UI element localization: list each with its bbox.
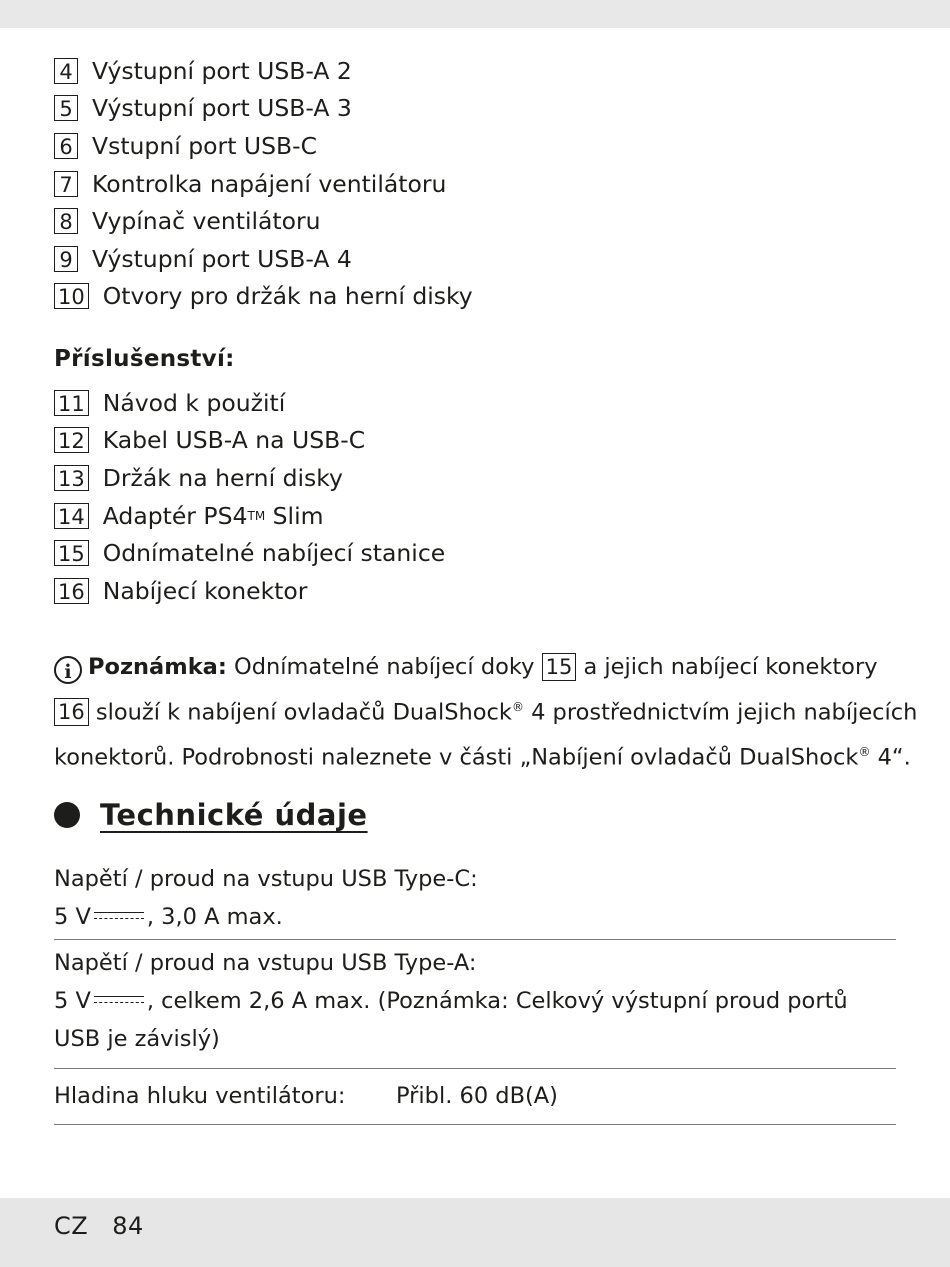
current-value: , celkem 2,6 A max. (Poznámka: Celkový výstupní proud portů <box>146 988 848 1014</box>
item-label: Výstupní port USB-A 3 <box>92 94 352 123</box>
item-number: 8 <box>54 208 78 234</box>
reference-number: 16 <box>54 698 89 726</box>
spec-value <box>54 898 896 936</box>
list-item <box>54 240 473 278</box>
spec-row <box>54 1069 896 1125</box>
item-number: 15 <box>54 540 89 566</box>
item-number: 13 <box>54 465 89 491</box>
accessories-list <box>54 384 445 610</box>
note-line-2 <box>54 688 918 733</box>
item-number: 11 <box>54 390 89 416</box>
item-label: Vstupní port USB-C <box>92 131 318 160</box>
dc-symbol-icon <box>94 909 144 923</box>
item-label: Návod k použití <box>102 388 286 417</box>
list-item <box>54 52 473 90</box>
parts-list <box>54 52 473 315</box>
current-value: , 3,0 A max. <box>146 904 283 930</box>
item-number: 10 <box>54 283 89 309</box>
registered-sup: ® <box>511 699 524 714</box>
note-text: slouží k nabíjení ovladačů DualShock <box>88 699 512 725</box>
spec-value <box>54 982 896 1020</box>
note-paragraph <box>54 648 918 778</box>
item-number: 4 <box>54 58 78 84</box>
note-line-1 <box>54 648 904 688</box>
item-number: 7 <box>54 171 78 197</box>
info-icon: i <box>54 656 82 684</box>
reference-number: 15 <box>542 653 577 681</box>
voltage-value: 5 V <box>54 904 91 930</box>
item-label: Nabíjecí konektor <box>102 576 308 605</box>
voltage-value: 5 V <box>54 988 91 1014</box>
item-label: Výstupní port USB-A 2 <box>92 56 352 85</box>
item-number: 16 <box>54 578 89 604</box>
list-item <box>54 459 445 497</box>
spec-label: Hladina hluku ventilátoru: <box>54 1083 346 1109</box>
item-number: 5 <box>54 95 78 121</box>
page-number: 84 <box>112 1212 144 1240</box>
item-label-suffix: Slim <box>265 501 324 530</box>
registered-sup: ® <box>858 744 871 759</box>
list-item <box>54 165 473 203</box>
note-text: 4 prostřednictvím jejich nabíjecích <box>523 699 918 725</box>
note-text: a jejich nabíjecí konektory <box>576 654 878 680</box>
list-item <box>54 90 473 128</box>
dc-symbol-icon <box>94 993 144 1007</box>
list-item <box>54 127 473 165</box>
spec-label: Napětí / proud na vstupu USB Type-C: <box>54 866 478 892</box>
item-number: 6 <box>54 133 78 159</box>
spec-value-continued: USB je závislý) <box>54 1026 220 1052</box>
language-code: CZ <box>54 1212 89 1240</box>
bullet-icon <box>54 802 80 828</box>
page-footer <box>54 1212 144 1240</box>
list-item <box>54 384 445 422</box>
list-item <box>54 572 445 610</box>
accessories-heading: Příslušenství: <box>54 346 235 372</box>
spec-row <box>54 940 896 1069</box>
item-label: Vypínač ventilátoru <box>92 207 321 236</box>
list-item <box>54 497 445 535</box>
note-text: Odnímatelné nabíjecí doky <box>226 654 542 680</box>
list-item <box>54 278 473 316</box>
note-label: Poznámka: <box>88 654 227 680</box>
item-number: 12 <box>54 427 89 453</box>
top-band <box>0 0 950 28</box>
list-item <box>54 534 445 572</box>
note-text: konektorů. Podrobnosti naleznete v části „Nabíjení ovladačů DualShock <box>54 744 859 770</box>
note-line-3 <box>54 733 911 778</box>
section-title-text: Technické údaje <box>100 798 368 832</box>
item-number: 9 <box>54 246 78 272</box>
item-number: 14 <box>54 503 89 529</box>
list-item <box>54 202 473 240</box>
note-text: 4“. <box>870 744 911 770</box>
spec-table <box>54 858 896 1125</box>
item-label: Otvory pro držák na herní disky <box>102 282 473 311</box>
item-label: Odnímatelné nabíjecí stanice <box>102 539 446 568</box>
trademark-sup: TM <box>247 508 266 523</box>
item-label: Kontrolka napájení ventilátoru <box>92 169 447 198</box>
section-title <box>54 798 368 832</box>
item-label: Držák na herní disky <box>102 463 343 492</box>
spec-label: Napětí / proud na vstupu USB Type-A: <box>54 950 477 976</box>
item-label: Kabel USB-A na USB-C <box>102 426 366 455</box>
spec-value: Přibl. 60 dB(A) <box>396 1083 558 1109</box>
list-item <box>54 422 445 460</box>
spec-row <box>54 858 896 940</box>
item-label: Výstupní port USB-A 4 <box>92 244 352 273</box>
item-label: Adaptér PS4 <box>102 501 248 530</box>
